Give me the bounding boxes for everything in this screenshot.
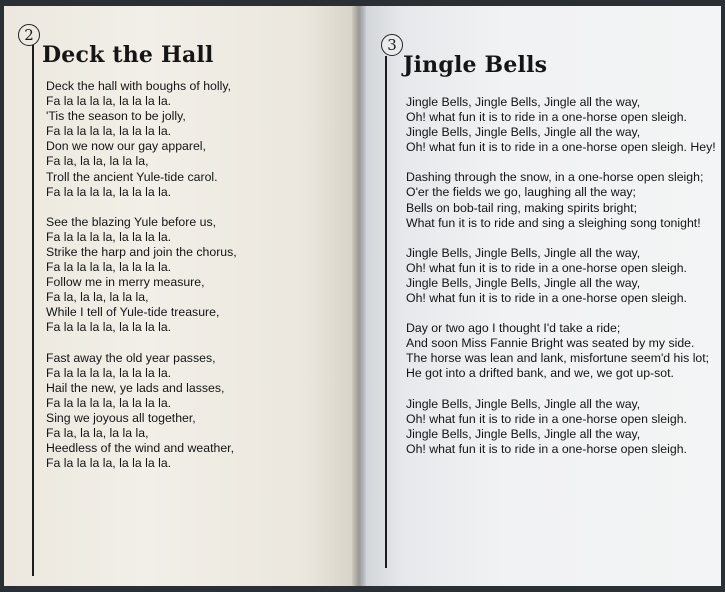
lyric-line: See the blazing Yule before us, <box>46 214 217 229</box>
lyric-line: Jingle Bells, Jingle Bells, Jingle all the way, <box>406 95 641 109</box>
lyric-line: Fa la la la la, la la la la. <box>46 260 172 275</box>
lyric-line: Fa la, la la, la la la, <box>46 290 149 305</box>
left-song-title: Deck the Hall <box>42 42 214 68</box>
lyric-line: Oh! what fun it is to ride in a one-horse open sleigh. <box>406 291 687 306</box>
lyric-stanza <box>406 321 716 381</box>
lyric-line: Oh! what fun it is to ride in a one-horse open sleigh. <box>406 441 687 456</box>
lyric-line: Fa la, la la, la la la, <box>46 154 149 169</box>
lyric-line: Fa la la la la, la la la la. <box>46 320 172 335</box>
lyric-stanza <box>406 170 716 230</box>
lyric-line: Fast away the old year passes, <box>46 350 216 365</box>
lyric-stanza <box>406 95 716 155</box>
left-lyrics <box>46 79 237 486</box>
lyric-stanza <box>406 246 716 306</box>
lyric-line: Don we now our gay apparel, <box>46 139 206 154</box>
lyric-line: Oh! what fun it is to ride in a one-horse open sleigh. <box>406 110 687 125</box>
lyric-line: Day or two ago I thought I'd take a ride; <box>406 321 621 336</box>
lyric-line: Oh! what fun it is to ride in a one-horse open sleigh. <box>406 260 687 275</box>
lyric-line: The horse was lean and lank, misfortune seem'd his lot; <box>406 351 710 366</box>
lyric-stanza <box>406 397 716 457</box>
lyric-line: Fa la la la la, la la la la. <box>46 124 172 139</box>
right-page <box>359 6 721 586</box>
lyric-stanza <box>46 79 237 200</box>
lyric-line: Jingle Bells, Jingle Bells, Jingle all the way, <box>406 245 641 260</box>
lyric-line: Fa la la la la, la la la la. <box>46 184 172 199</box>
right-song-number: 3 <box>381 34 403 56</box>
lyric-line: He got into a drifted bank, and we, we got up-sot. <box>406 366 674 381</box>
lyric-line: Jingle Bells, Jingle Bells, Jingle all the way, <box>406 396 641 411</box>
lyric-line: Fa la la la la, la la la la. <box>46 229 172 244</box>
lyric-line: Troll the ancient Yule-tide carol. <box>46 169 218 184</box>
lyric-line: Fa la la la la, la la la la. <box>46 395 172 410</box>
right-margin-rule <box>385 56 387 568</box>
right-lyrics <box>406 95 716 472</box>
lyric-line: What fun it is to ride and sing a sleighing song tonight! <box>406 215 701 230</box>
lyric-line: Jingle Bells, Jingle Bells, Jingle all the way, <box>406 125 641 140</box>
lyric-line: Oh! what fun it is to ride in a one-horse open sleigh. Hey! <box>406 140 716 155</box>
lyric-line: Fa la, la la, la la la, <box>46 425 149 440</box>
right-song-title: Jingle Bells <box>403 52 548 78</box>
lyric-line: Fa la la la la, la la la la. <box>46 94 172 109</box>
lyric-line: Fa la la la la, la la la la. <box>46 456 172 471</box>
lyric-line: Bells on bob-tail ring, making spirits bright; <box>406 200 638 215</box>
lyric-line: Oh! what fun it is to ride in a one-horse open sleigh. <box>406 411 687 426</box>
lyric-line: Hail the new, ye lads and lasses, <box>46 380 225 395</box>
lyric-line: 'Tis the season to be jolly, <box>46 109 186 124</box>
left-page <box>4 6 359 586</box>
lyric-line: Deck the hall with boughs of holly, <box>46 79 232 93</box>
lyric-line: Dashing through the snow, in a one-horse open sleigh; <box>406 170 704 185</box>
left-margin-rule <box>32 44 34 576</box>
lyric-line: Sing we joyous all together, <box>46 410 196 425</box>
lyric-stanza <box>46 351 237 472</box>
lyric-line: O'er the fields we go, laughing all the way; <box>406 185 636 200</box>
lyric-line: Fa la la la la, la la la la. <box>46 365 172 380</box>
lyric-line: Strike the harp and join the chorus, <box>46 244 237 259</box>
lyric-line: Jingle Bells, Jingle Bells, Jingle all the way, <box>406 426 641 441</box>
lyric-line: While I tell of Yule-tide treasure, <box>46 305 220 320</box>
lyric-stanza <box>46 215 237 336</box>
lyric-line: Follow me in merry measure, <box>46 275 205 290</box>
lyric-line: And soon Miss Fannie Bright was seated by my side. <box>406 336 695 351</box>
book-spine <box>352 6 366 586</box>
lyric-line: Jingle Bells, Jingle Bells, Jingle all the way, <box>406 275 641 290</box>
lyric-line: Heedless of the wind and weather, <box>46 441 234 456</box>
left-song-number: 2 <box>18 24 40 46</box>
